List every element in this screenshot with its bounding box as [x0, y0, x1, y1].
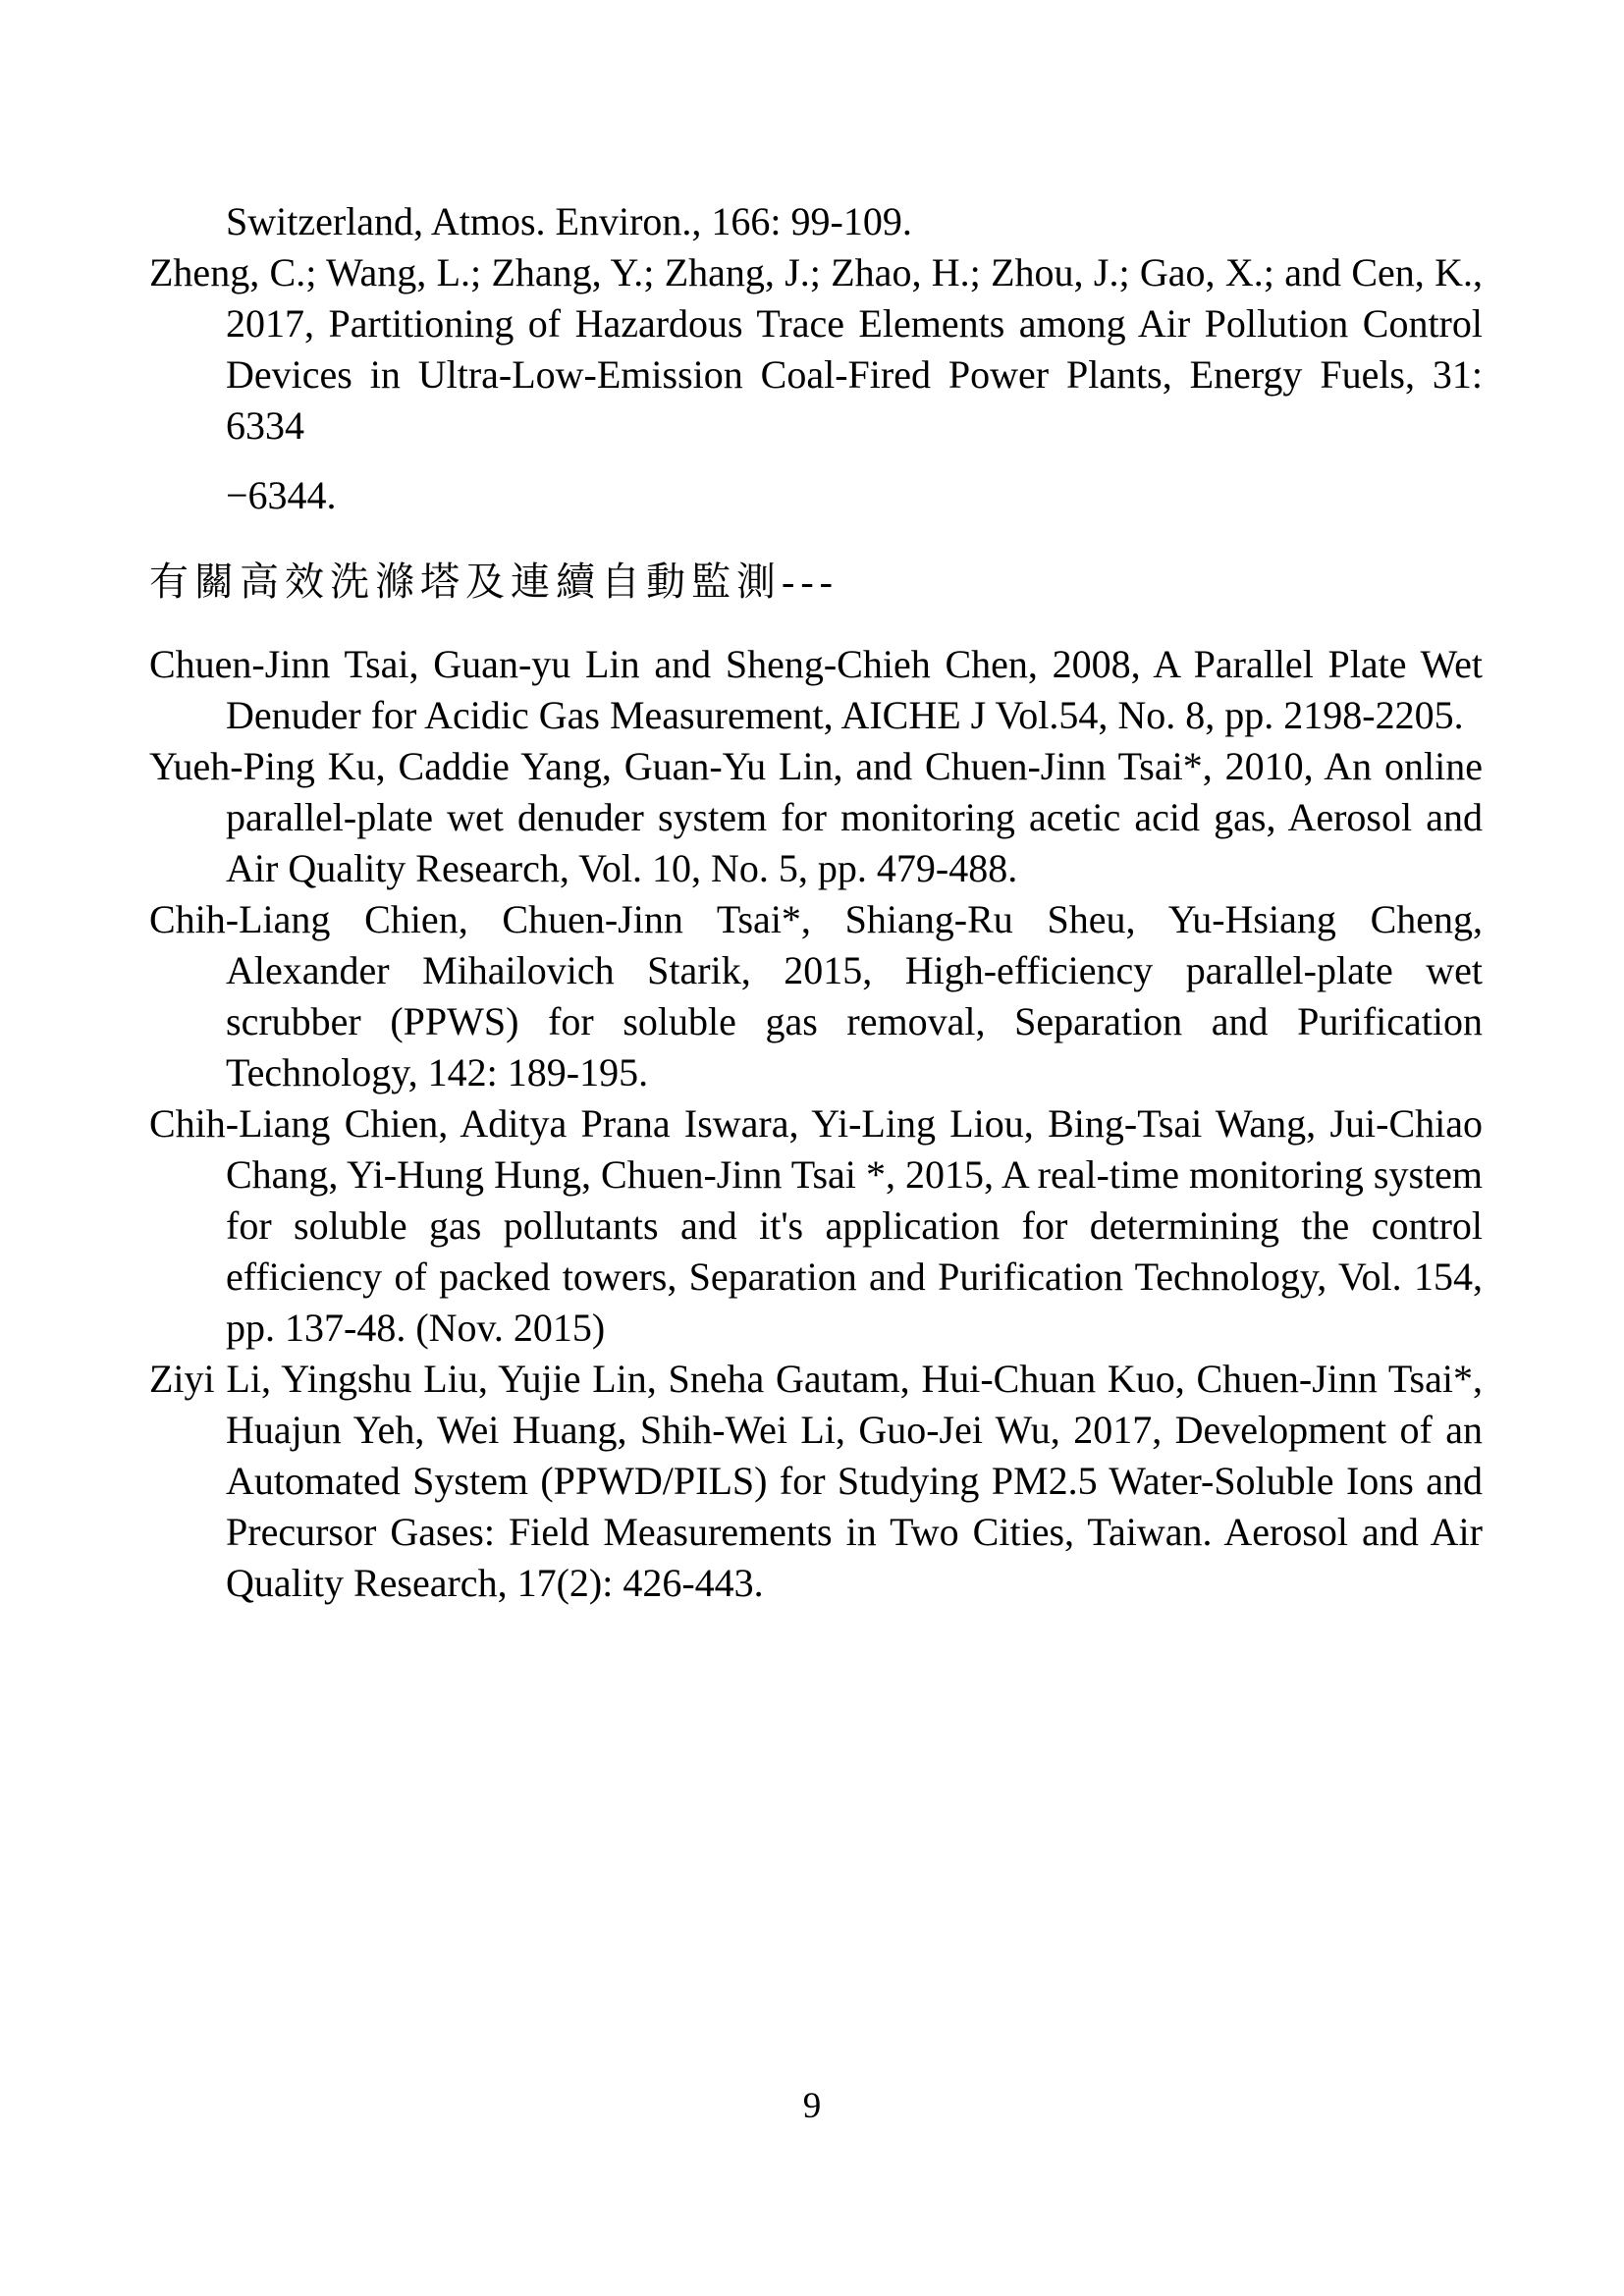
section-heading: 有關高效洗滌塔及連續自動監測--- — [149, 560, 839, 604]
page-body — [149, 0, 1483, 1609]
reference-entry: Ziyi Li, Yingshu Liu, Yujie Lin, Sneha Gautam, Hui-Chuan Kuo, Chuen-Jinn Tsai*, Huajun Yeh, Wei Huang, Shih-Wei Li, Guo-Jei Wu, 2017, Development of an Automated System (PPWD/PILS) for Studying PM2.5 Water-Soluble Ions and Precursor Gases: Field Measurements in Two Cities, Taiwan. Aerosol and Air Quality Research, 17(2): 426-443. — [149, 1357, 1483, 1605]
reference-entry: Chih-Liang Chien, Chuen-Jinn Tsai*, Shiang-Ru Sheu, Yu-Hsiang Cheng, Alexander Mihailovich Starik, 2015, High-efficiency parallel-plate wet scrubber (PPWS) for soluble gas removal, Separation and Purification Technology, 142: 189-195. — [149, 897, 1483, 1095]
reference-entry-zheng: Zheng, C.; Wang, L.; Zhang, Y.; Zhang, J.; Zhao, H.; Zhou, J.; Gao, X.; and Cen, K., 2017, Partitioning of Hazardous Trace Elements among Air Pollution Control Devices in Ultra-Low-Emission Coal-Fired Power Plants, Energy Fuels, 31: 6334 — [149, 250, 1483, 448]
page-number: 9 — [802, 2086, 822, 2126]
reference-continuation-line: Switzerland, Atmos. Environ., 166: 99-109. — [226, 199, 912, 243]
reference-entry-zheng-tail: −6344. — [226, 473, 337, 517]
reference-entry: Yueh-Ping Ku, Caddie Yang, Guan-Yu Lin, and Chuen-Jinn Tsai*, 2010, An online parallel-plate wet denuder system for monitoring acetic acid gas, Aerosol and Air Quality Research, Vol. 10, No. 5, pp. 479-488. — [149, 744, 1483, 890]
reference-entry: Chuen-Jinn Tsai, Guan-yu Lin and Sheng-Chieh Chen, 2008, A Parallel Plate Wet Denuder for Acidic Gas Measurement, AICHE J Vol.54, No. 8, pp. 2198-2205. — [149, 642, 1483, 737]
reference-list — [149, 639, 1483, 1609]
reference-entry: Chih-Liang Chien, Aditya Prana Iswara, Yi-Ling Liou, Bing-Tsai Wang, Jui-Chiao Chang, Yi-Hung Hung, Chuen-Jinn Tsai *, 2015, A real-time monitoring system for soluble gas pollutants and it's application for determining the control efficiency of packed towers, Separation and Purification Technology, Vol. 154, pp. 137-48. (Nov. 2015) — [149, 1101, 1483, 1350]
